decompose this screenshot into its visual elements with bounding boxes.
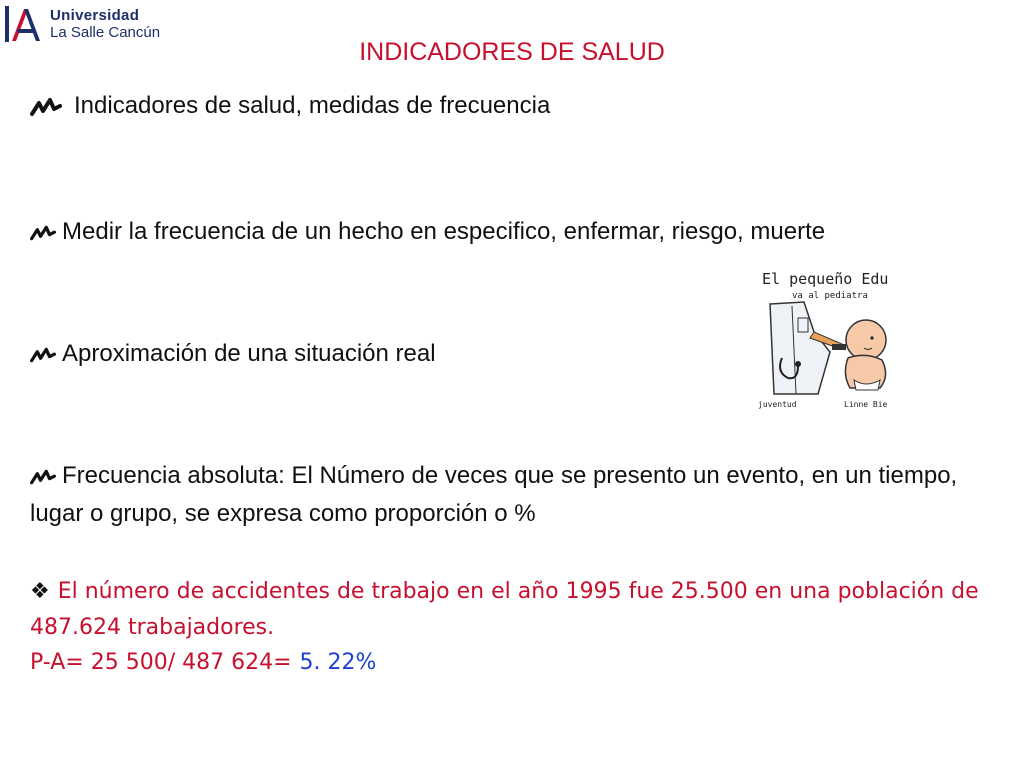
illustration-author: Linne Bie [844,400,888,409]
illustration-subtitle: va al pediatra [792,291,868,301]
logo-text [50,7,160,41]
formula-expression: P-A= 25 500/ 487 624= [30,650,292,675]
example-text: El número de accidentes de trabajo en el año 1995 fue 25.500 en una población de 487.624 trabajadores. [30,579,979,640]
logo-line-1: Universidad [50,7,140,24]
check-swoosh-icon [30,346,56,364]
bullet-item [30,86,550,126]
formula-line [30,650,376,675]
check-swoosh-icon [30,224,56,242]
check-swoosh-icon [30,97,62,117]
book-cover-illustration [752,262,902,412]
bullet-item [30,212,825,252]
formula-result: 5. 22% [299,650,377,675]
bullet-text: Medir la frecuencia de un hecho en especifico, enfermar, riesgo, muerte [62,218,826,245]
bullet-text: Frecuencia absoluta: El Número de veces que se presento un evento, en un tiempo, lugar o grupo, se expresa como proporción o % [30,462,958,527]
illustration-title: El pequeño Edu [762,270,889,288]
bullet-text: Indicadores de salud, medidas de frecuencia [74,92,551,119]
bullet-item [30,334,436,374]
illustration-publisher: juventud [758,400,797,409]
bullet-item [30,457,1000,533]
example-paragraph [30,574,1005,646]
check-swoosh-icon [30,468,56,486]
logo-line-2: La Salle Cancún [50,24,161,41]
four-diamond-icon: ❖ [30,579,50,604]
baby-figure [846,320,886,360]
slide-title: INDICADORES DE SALUD [359,38,665,66]
bullet-text: Aproximación de una situación real [62,340,436,367]
